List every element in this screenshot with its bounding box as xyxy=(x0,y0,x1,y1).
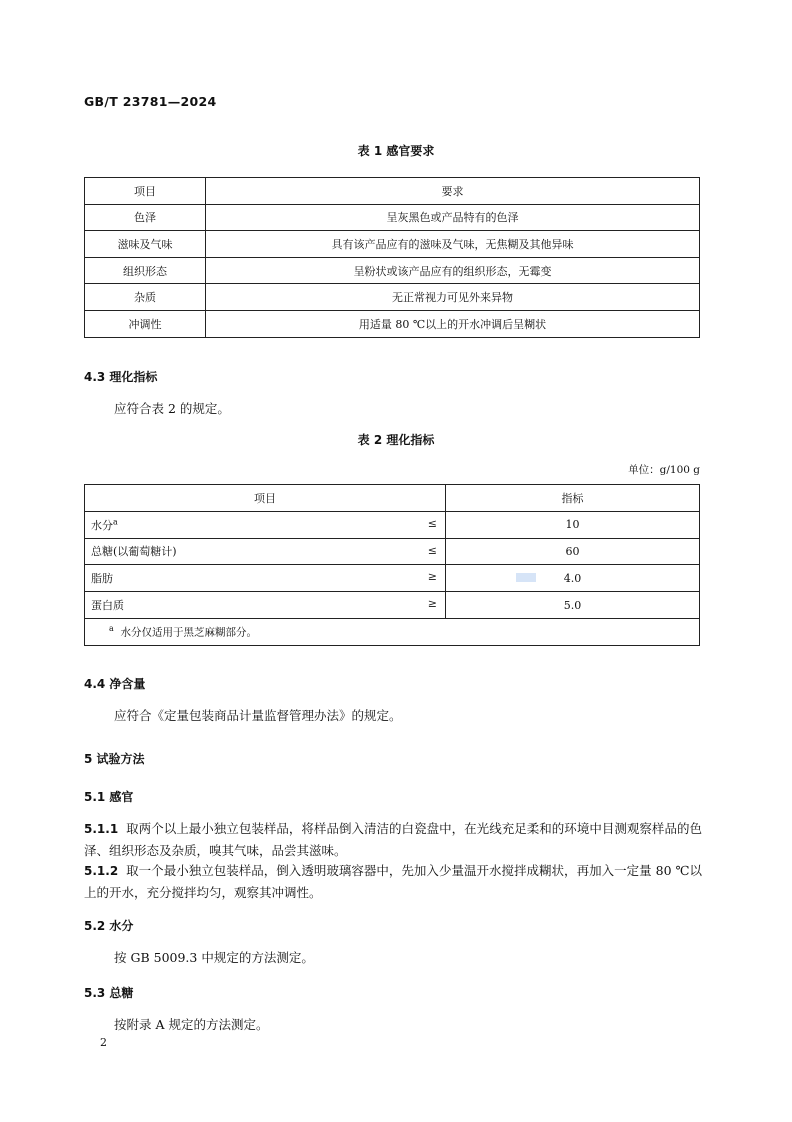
row-item: 杂质 xyxy=(85,284,206,311)
row-value: 60 xyxy=(446,538,700,565)
column-header-item: 项目 xyxy=(85,485,446,512)
row-requirement: 用适量 80 ℃以上的开水冲调后呈糊状 xyxy=(206,310,700,337)
table-footnote xyxy=(85,618,700,645)
section-4-4-heading: 4.4 净含量 xyxy=(84,677,146,691)
item-name: 脂肪 xyxy=(91,572,113,586)
para-text: 取一个最小独立包装样品，倒入透明玻璃容器中，先加入少量温开水搅拌成糊状，再加入一定量 80 ℃以上的开水，充分搅拌均匀，观察其冲调性。 xyxy=(84,863,703,900)
section-4-3-heading: 4.3 理化指标 xyxy=(84,370,158,384)
physicochemical-table xyxy=(84,484,700,646)
value-text: 4.0 xyxy=(563,571,582,585)
table1-caption: 表 1 感官要求 xyxy=(357,144,435,158)
column-header-requirement: 要求 xyxy=(206,178,700,205)
comparison-operator: ≥ xyxy=(427,570,437,584)
standard-code: GB/T 23781—2024 xyxy=(84,94,217,109)
section-5-3-text: 按附录 A 规定的方法测定。 xyxy=(114,1017,269,1032)
table-row xyxy=(85,257,700,284)
table-header-row xyxy=(85,485,700,512)
row-requirement: 呈灰黑色或产品特有的色泽 xyxy=(206,204,700,231)
row-requirement: 无正常视力可见外来异物 xyxy=(206,284,700,311)
table-row xyxy=(85,204,700,231)
table-row xyxy=(85,231,700,258)
row-item: 组织形态 xyxy=(85,257,206,284)
table-row xyxy=(85,565,700,592)
row-item xyxy=(85,565,446,592)
item-name: 水分 xyxy=(91,518,113,532)
row-item: 冲调性 xyxy=(85,310,206,337)
row-item: 色泽 xyxy=(85,204,206,231)
row-item xyxy=(85,592,446,619)
para-text: 取两个以上最小独立包装样品，将样品倒入清洁的白瓷盘中，在光线充足柔和的环境中目测观察样品的色泽、组织形态及杂质，嗅其气味，品尝其滋味。 xyxy=(84,821,702,858)
para-number: 5.1.2 xyxy=(84,864,119,878)
row-item: 滋味及气味 xyxy=(85,231,206,258)
comparison-operator: ≤ xyxy=(427,516,437,530)
row-requirement: 具有该产品应有的滋味及气味，无焦糊及其他异味 xyxy=(206,231,700,258)
table-row xyxy=(85,511,700,538)
section-5-heading: 5 试验方法 xyxy=(84,752,145,766)
row-value: 5.0 xyxy=(446,592,700,619)
table-row xyxy=(85,592,700,619)
row-value: 10 xyxy=(446,511,700,538)
table-row xyxy=(85,538,700,565)
section-5-1-heading: 5.1 感官 xyxy=(84,790,134,804)
table-row xyxy=(85,310,700,337)
sensory-requirements-table xyxy=(84,177,700,338)
watermark-icon xyxy=(516,573,536,582)
section-4-3-text: 应符合表 2 的规定。 xyxy=(114,401,230,416)
table2-caption: 表 2 理化指标 xyxy=(357,433,435,447)
row-value xyxy=(446,565,700,592)
row-item xyxy=(85,538,446,565)
table-footnote-row xyxy=(85,618,700,645)
item-name: 总糖(以葡萄糖计) xyxy=(91,545,177,559)
table-row xyxy=(85,284,700,311)
section-5-2-heading: 5.2 水分 xyxy=(84,919,134,933)
column-header-item: 项目 xyxy=(85,178,206,205)
row-requirement: 呈粉状或该产品应有的组织形态，无霉变 xyxy=(206,257,700,284)
para-5-1-1 xyxy=(84,818,702,861)
item-name: 蛋白质 xyxy=(91,599,124,613)
comparison-operator: ≥ xyxy=(427,597,437,611)
page-number: 2 xyxy=(100,1036,107,1049)
footnote-marker: a xyxy=(109,624,114,634)
comparison-operator: ≤ xyxy=(427,543,437,557)
para-5-1-2 xyxy=(84,860,702,903)
footnote-text: 水分仅适用于黑芝麻糊部分。 xyxy=(120,626,257,639)
unit-label: 单位：g/100 g xyxy=(628,464,700,476)
para-number: 5.1.1 xyxy=(84,822,119,836)
row-item xyxy=(85,511,446,538)
section-4-4-text: 应符合《定量包装商品计量监督管理办法》的规定。 xyxy=(114,708,402,723)
footnote-marker: a xyxy=(113,517,118,527)
column-header-index: 指标 xyxy=(446,485,700,512)
table-header-row xyxy=(85,178,700,205)
section-5-3-heading: 5.3 总糖 xyxy=(84,986,134,1000)
section-5-2-text: 按 GB 5009.3 中规定的方法测定。 xyxy=(114,950,314,965)
